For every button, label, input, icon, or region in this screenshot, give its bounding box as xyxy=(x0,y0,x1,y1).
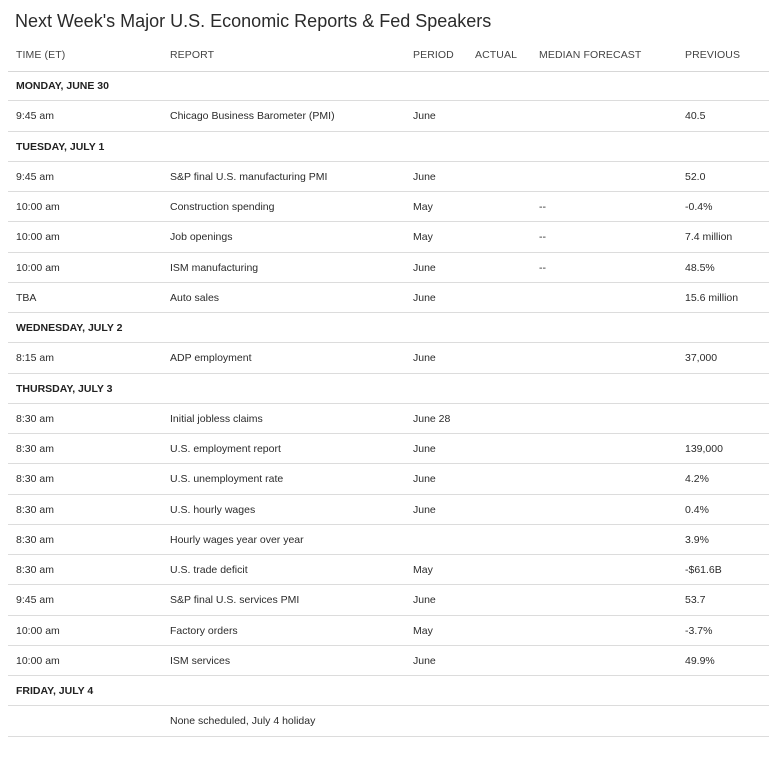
cell-time: 8:30 am xyxy=(16,564,54,576)
cell-previous: 15.6 million xyxy=(685,291,739,304)
cell-time: 8:30 am xyxy=(16,473,54,486)
cell-period: June xyxy=(413,110,436,123)
day-label: MONDAY, JUNE 30 xyxy=(16,80,109,92)
cell-previous: 0.4% xyxy=(685,503,709,516)
table-row xyxy=(8,253,769,283)
cell-time: 10:00 am xyxy=(16,201,60,213)
cell-report: Initial jobless claims xyxy=(170,412,263,425)
cell-period: June xyxy=(413,473,436,486)
day-header-row xyxy=(8,374,769,404)
cell-previous: 48.5% xyxy=(685,261,715,274)
cell-period: May xyxy=(413,564,433,576)
day-label: WEDNESDAY, JULY 2 xyxy=(16,322,123,334)
table-row xyxy=(8,464,769,494)
cell-time: 10:00 am xyxy=(16,231,60,244)
cell-median-forecast: -- xyxy=(539,261,546,274)
table-row xyxy=(8,434,769,464)
cell-report: Construction spending xyxy=(170,201,275,213)
cell-time: 8:30 am xyxy=(16,443,54,455)
day-header-row xyxy=(8,71,769,101)
cell-time: 9:45 am xyxy=(16,170,54,183)
cell-previous: 49.9% xyxy=(685,654,715,667)
cell-period: June xyxy=(413,443,436,455)
page-title: Next Week's Major U.S. Economic Reports & Fed Speakers xyxy=(15,11,492,31)
table-row xyxy=(8,555,769,585)
cell-time: 8:30 am xyxy=(16,412,54,425)
table-row xyxy=(8,525,769,555)
cell-previous: 53.7 xyxy=(685,594,706,607)
table-row xyxy=(8,101,769,131)
cell-period: June xyxy=(413,291,436,304)
cell-time: 10:00 am xyxy=(16,624,60,637)
cell-time: 10:00 am xyxy=(16,261,60,274)
cell-report: U.S. hourly wages xyxy=(170,503,256,516)
cell-report: S&P final U.S. manufacturing PMI xyxy=(170,170,328,183)
header-period: PERIOD xyxy=(413,49,454,61)
cell-previous: -3.7% xyxy=(685,624,713,637)
table-body xyxy=(8,71,769,737)
cell-previous: 40.5 xyxy=(685,110,706,123)
cell-report: U.S. employment report xyxy=(170,443,281,455)
cell-report: S&P final U.S. services PMI xyxy=(170,594,300,607)
cell-time: 8:15 am xyxy=(16,352,54,365)
cell-period: May xyxy=(413,231,433,244)
cell-period: May xyxy=(413,624,433,637)
header-time: TIME (ET) xyxy=(16,49,66,61)
header-previous: PREVIOUS xyxy=(685,49,741,61)
cell-previous: -$61.6B xyxy=(685,564,722,576)
cell-report: U.S. trade deficit xyxy=(170,564,248,576)
day-header-row xyxy=(8,676,769,706)
cell-time: 9:45 am xyxy=(16,594,54,607)
cell-time: 8:30 am xyxy=(16,503,54,516)
header-actual: ACTUAL xyxy=(475,49,518,61)
cell-report: U.S. unemployment rate xyxy=(170,473,284,486)
table-row xyxy=(8,495,769,525)
cell-time: 8:30 am xyxy=(16,533,54,546)
cell-period: June xyxy=(413,170,436,183)
cell-time: 10:00 am xyxy=(16,654,60,667)
header-median-forecast: MEDIAN FORECAST xyxy=(539,49,642,61)
table-row xyxy=(8,283,769,313)
day-header-row xyxy=(8,313,769,343)
day-header-row xyxy=(8,132,769,162)
cell-report: Factory orders xyxy=(170,624,238,637)
day-label: THURSDAY, JULY 3 xyxy=(16,382,113,395)
cell-previous: 139,000 xyxy=(685,443,723,455)
table-header xyxy=(8,40,769,72)
cell-median-forecast: -- xyxy=(539,201,546,213)
cell-time: TBA xyxy=(16,291,37,304)
table-row xyxy=(8,585,769,615)
cell-period: June xyxy=(413,654,436,667)
cell-report: ADP employment xyxy=(170,352,252,365)
table-row xyxy=(8,616,769,646)
cell-period: June xyxy=(413,352,436,365)
cell-previous: 4.2% xyxy=(685,473,709,486)
cell-period: June xyxy=(413,503,436,516)
header-report: REPORT xyxy=(170,49,215,61)
day-label: FRIDAY, JULY 4 xyxy=(16,685,94,697)
cell-report: Hourly wages year over year xyxy=(170,533,304,546)
table-row xyxy=(8,222,769,252)
cell-previous: -0.4% xyxy=(685,201,713,213)
cell-report: Auto sales xyxy=(170,291,220,304)
cell-report: ISM manufacturing xyxy=(170,261,259,274)
cell-period: May xyxy=(413,201,433,213)
cell-report: ISM services xyxy=(170,654,231,667)
cell-period: June 28 xyxy=(413,412,451,425)
cell-previous: 52.0 xyxy=(685,170,706,183)
cell-period: June xyxy=(413,594,436,607)
cell-previous: 3.9% xyxy=(685,533,709,546)
cell-median-forecast: -- xyxy=(539,231,546,244)
table-row xyxy=(8,706,769,736)
table-row xyxy=(8,162,769,192)
day-label: TUESDAY, JULY 1 xyxy=(16,140,105,153)
cell-previous: 37,000 xyxy=(685,352,718,365)
cell-report: None scheduled, July 4 holiday xyxy=(170,715,316,728)
cell-report: Chicago Business Barometer (PMI) xyxy=(170,110,335,123)
cell-period: June xyxy=(413,261,436,274)
table-row xyxy=(8,646,769,676)
table-row xyxy=(8,404,769,434)
cell-time: 9:45 am xyxy=(16,110,54,123)
cell-report: Job openings xyxy=(170,231,233,244)
table-row xyxy=(8,343,769,373)
cell-previous: 7.4 million xyxy=(685,231,733,244)
table-row xyxy=(8,192,769,222)
